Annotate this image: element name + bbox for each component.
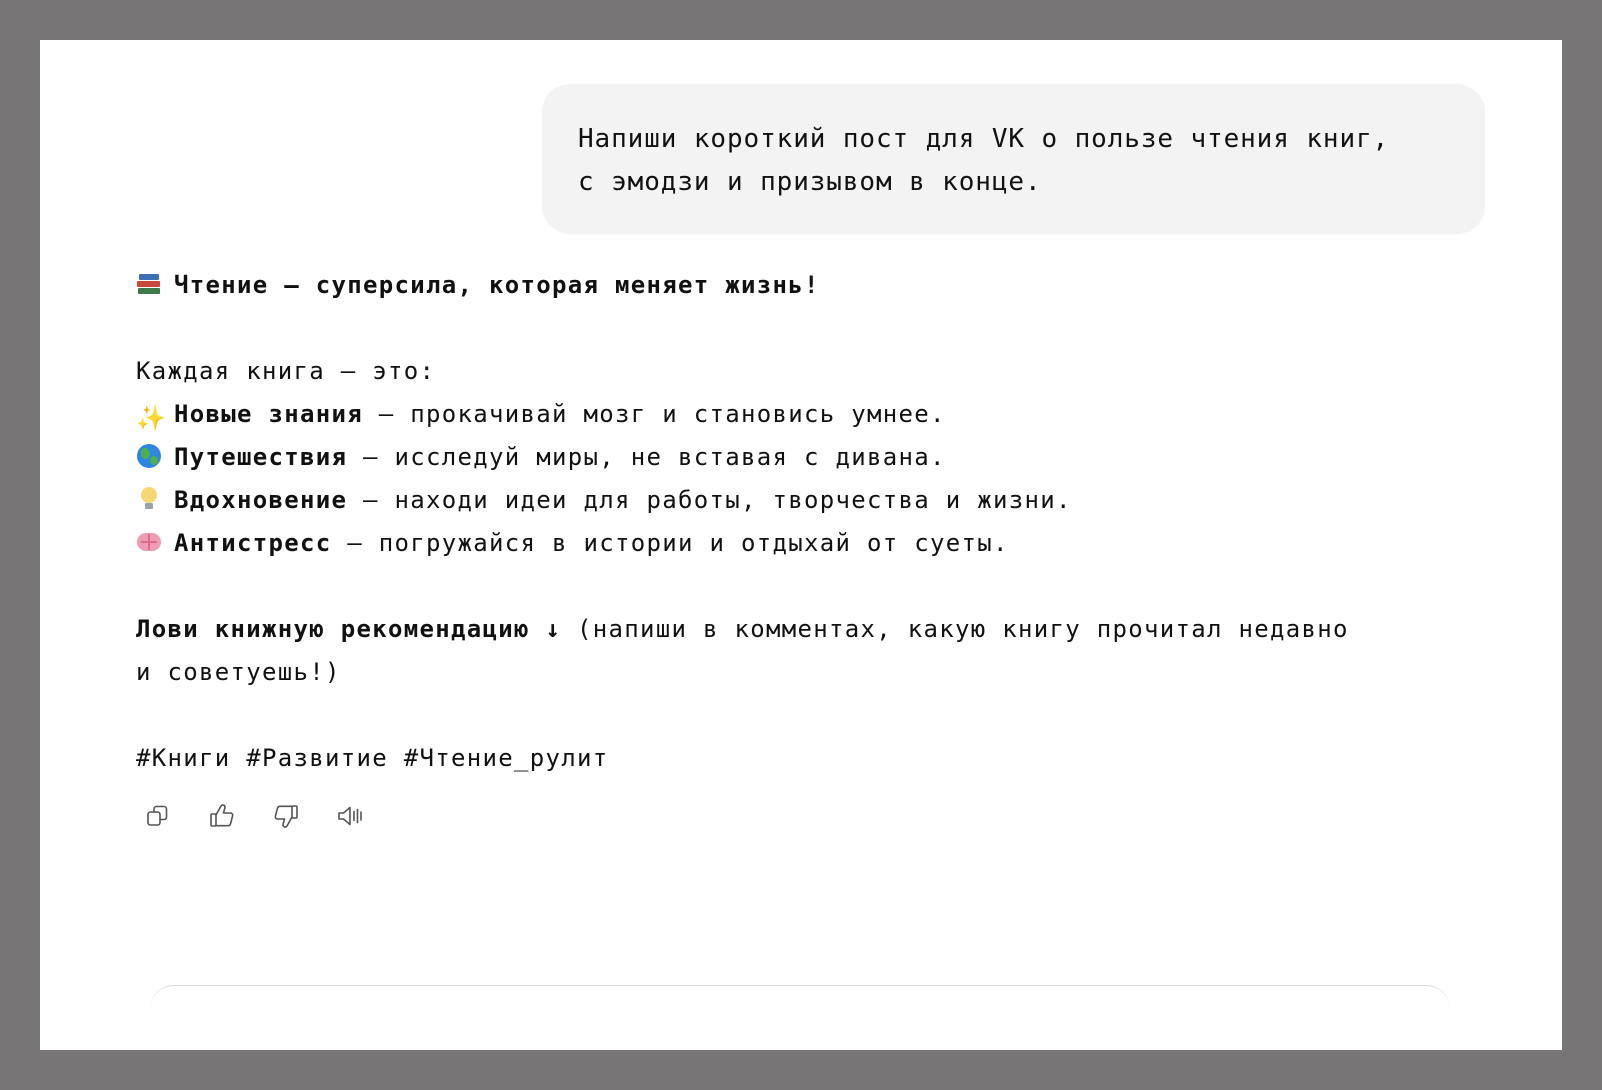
benefit-item <box>136 479 1456 522</box>
cta-text: (напиши в комментах, какую книгу прочитал недавно и советуешь!) <box>136 615 1349 686</box>
thumbs-up-icon <box>208 802 236 830</box>
response-headline <box>136 264 1456 307</box>
benefit-title: Антистресс <box>174 529 332 557</box>
chat-panel <box>40 40 1562 1050</box>
benefit-item <box>136 522 1456 565</box>
read-aloud-button[interactable] <box>334 800 366 832</box>
user-message-bubble <box>542 84 1485 234</box>
user-message-text: Напиши короткий пост для VK о пользе чтения книг, с эмодзи и призывом в конце. <box>578 124 1390 197</box>
benefit-title: Вдохновение <box>174 486 348 514</box>
thumbs-up-button[interactable] <box>206 800 238 832</box>
books-emoji-icon <box>136 271 162 297</box>
copy-button[interactable] <box>142 800 174 832</box>
message-composer[interactable] <box>150 985 1450 1026</box>
light-bulb-emoji-icon <box>136 486 162 512</box>
call-to-action <box>136 608 1376 694</box>
benefit-item <box>136 436 1456 479</box>
benefit-item <box>136 393 1456 436</box>
globe-emoji-icon <box>136 443 162 469</box>
thumbs-down-button[interactable] <box>270 800 302 832</box>
benefit-text: — исследуй миры, не вставая с дивана. <box>347 443 946 471</box>
thumbs-down-icon <box>272 802 300 830</box>
cta-bold: Лови книжную рекомендацию ↓ <box>136 615 562 643</box>
response-intro: Каждая книга — это: <box>136 357 436 385</box>
copy-icon <box>144 802 172 830</box>
response-actions <box>142 800 366 832</box>
benefit-title: Новые знания <box>174 400 363 428</box>
sparkles-emoji-icon: ✨ <box>136 404 168 432</box>
benefit-title: Путешествия <box>174 443 348 471</box>
benefit-text: — погружайся в истории и отдыхай от суеты. <box>331 529 1009 557</box>
benefit-text: — находи идеи для работы, творчества и жизни. <box>347 486 1072 514</box>
headline-text: Чтение — суперсила, которая меняет жизнь! <box>174 271 820 299</box>
assistant-response <box>136 264 1456 780</box>
brain-emoji-icon <box>136 529 162 555</box>
benefit-text: — прокачивай мозг и становись умнее. <box>363 400 946 428</box>
hashtags: #Книги #Развитие #Чтение_рулит <box>136 744 609 772</box>
speaker-icon <box>336 802 364 830</box>
